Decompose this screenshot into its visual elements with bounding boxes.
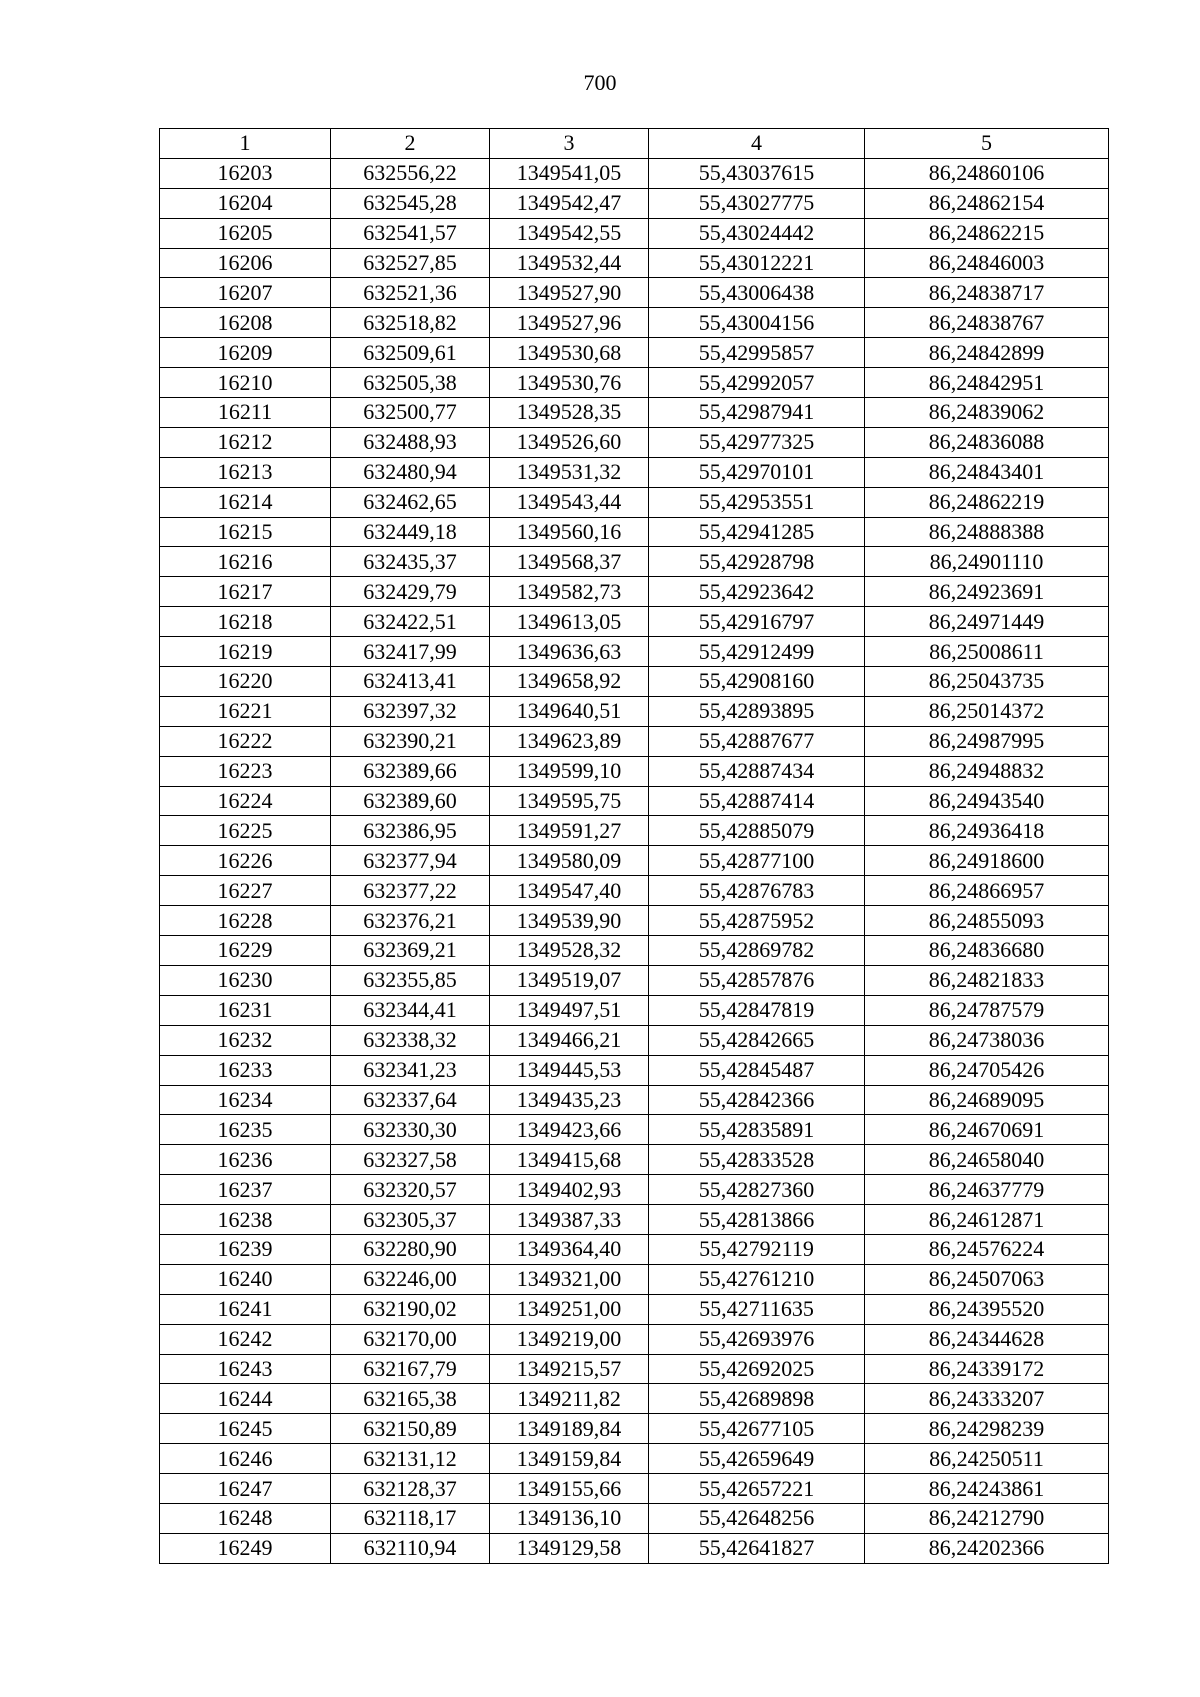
table-row	[160, 1503, 1109, 1533]
table-cell: 632449,18	[331, 517, 490, 547]
table-cell: 86,24670691	[865, 1115, 1109, 1145]
table-cell: 1349211,82	[490, 1384, 649, 1414]
table-cell: 55,43037615	[649, 158, 865, 188]
table-cell: 1349541,05	[490, 158, 649, 188]
table-cell: 86,24250511	[865, 1444, 1109, 1474]
table-cell: 55,42869782	[649, 936, 865, 966]
table-cell: 16203	[160, 158, 331, 188]
table-row	[160, 1354, 1109, 1384]
table-cell: 1349402,93	[490, 1175, 649, 1205]
table-cell: 632190,02	[331, 1294, 490, 1324]
table-cell: 86,24658040	[865, 1145, 1109, 1175]
table-cell: 55,42845487	[649, 1055, 865, 1085]
table-cell: 86,24689095	[865, 1085, 1109, 1115]
table-cell: 16205	[160, 218, 331, 248]
table-row	[160, 936, 1109, 966]
table-cell: 55,43012221	[649, 248, 865, 278]
table-cell: 55,42912499	[649, 637, 865, 667]
table-cell: 16219	[160, 637, 331, 667]
table-cell: 1349591,27	[490, 816, 649, 846]
table-cell: 1349445,53	[490, 1055, 649, 1085]
table-cell: 16237	[160, 1175, 331, 1205]
table-cell: 632556,22	[331, 158, 490, 188]
table-cell: 55,42857876	[649, 965, 865, 995]
table-cell: 1349466,21	[490, 1025, 649, 1055]
table-cell: 632397,32	[331, 696, 490, 726]
table-cell: 55,42693976	[649, 1324, 865, 1354]
table-cell: 55,42659649	[649, 1444, 865, 1474]
table-cell: 1349531,32	[490, 457, 649, 487]
table-cell: 16220	[160, 667, 331, 697]
table-cell: 55,42995857	[649, 338, 865, 368]
table-cell: 632305,37	[331, 1205, 490, 1235]
table-row	[160, 667, 1109, 697]
table-cell: 16222	[160, 726, 331, 756]
table-cell: 55,42992057	[649, 368, 865, 398]
table-row	[160, 158, 1109, 188]
table-row	[160, 816, 1109, 846]
table-cell: 16211	[160, 398, 331, 428]
table-cell: 16233	[160, 1055, 331, 1085]
table-cell: 1349539,90	[490, 906, 649, 936]
table-cell: 86,24576224	[865, 1234, 1109, 1264]
table-cell: 86,24971449	[865, 607, 1109, 637]
table-cell: 55,42977325	[649, 427, 865, 457]
table-cell: 632337,64	[331, 1085, 490, 1115]
table-cell: 632167,79	[331, 1354, 490, 1384]
table-row	[160, 1145, 1109, 1175]
table-cell: 86,25043735	[865, 667, 1109, 697]
table-cell: 55,42941285	[649, 517, 865, 547]
table-cell: 1349415,68	[490, 1145, 649, 1175]
table-cell: 86,24838717	[865, 278, 1109, 308]
table-row	[160, 188, 1109, 218]
table-row	[160, 1533, 1109, 1563]
table-cell: 55,42887414	[649, 786, 865, 816]
table-cell: 632341,23	[331, 1055, 490, 1085]
table-cell: 86,24333207	[865, 1384, 1109, 1414]
table-cell: 55,43004156	[649, 308, 865, 338]
table-cell: 16249	[160, 1533, 331, 1563]
table-cell: 86,24888388	[865, 517, 1109, 547]
table-row	[160, 906, 1109, 936]
table-row	[160, 427, 1109, 457]
table-row	[160, 1055, 1109, 1085]
table-cell: 55,42875952	[649, 906, 865, 936]
table-cell: 86,24923691	[865, 577, 1109, 607]
table-row	[160, 965, 1109, 995]
table-cell: 86,24862219	[865, 487, 1109, 517]
table-cell: 16243	[160, 1354, 331, 1384]
table-cell: 16230	[160, 965, 331, 995]
table-row	[160, 547, 1109, 577]
table-cell: 55,42887677	[649, 726, 865, 756]
table-cell: 632488,93	[331, 427, 490, 457]
table-cell: 86,24821833	[865, 965, 1109, 995]
table-cell: 1349568,37	[490, 547, 649, 577]
table-cell: 1349527,90	[490, 278, 649, 308]
table-cell: 86,24838767	[865, 308, 1109, 338]
table-cell: 55,42641827	[649, 1533, 865, 1563]
table-cell: 16210	[160, 368, 331, 398]
table-cell: 632110,94	[331, 1533, 490, 1563]
table-cell: 632377,94	[331, 846, 490, 876]
table-cell: 86,24839062	[865, 398, 1109, 428]
table-cell: 1349547,40	[490, 876, 649, 906]
table-row	[160, 696, 1109, 726]
table-cell: 16246	[160, 1444, 331, 1474]
table-cell: 632131,12	[331, 1444, 490, 1474]
table-cell: 1349129,58	[490, 1533, 649, 1563]
table-cell: 1349528,32	[490, 936, 649, 966]
table-cell: 1349497,51	[490, 995, 649, 1025]
table-row	[160, 1324, 1109, 1354]
table-row	[160, 577, 1109, 607]
table-row	[160, 1294, 1109, 1324]
table-row	[160, 457, 1109, 487]
table-cell: 86,24298239	[865, 1414, 1109, 1444]
table-cell: 55,42987941	[649, 398, 865, 428]
table-row	[160, 1414, 1109, 1444]
table-cell: 55,42928798	[649, 547, 865, 577]
table-cell: 55,42648256	[649, 1503, 865, 1533]
table-cell: 16215	[160, 517, 331, 547]
table-cell: 16241	[160, 1294, 331, 1324]
table-cell: 86,24842951	[865, 368, 1109, 398]
table-cell: 86,24866957	[865, 876, 1109, 906]
table-cell: 632518,82	[331, 308, 490, 338]
table-cell: 16236	[160, 1145, 331, 1175]
table-cell: 16217	[160, 577, 331, 607]
table-cell: 55,42792119	[649, 1234, 865, 1264]
table-cell: 1349543,44	[490, 487, 649, 517]
table-cell: 55,42877100	[649, 846, 865, 876]
table-cell: 55,42842366	[649, 1085, 865, 1115]
table-cell: 1349582,73	[490, 577, 649, 607]
table-cell: 86,24243861	[865, 1474, 1109, 1504]
table-cell: 86,24842899	[865, 338, 1109, 368]
table-row	[160, 1264, 1109, 1294]
table-cell: 632462,65	[331, 487, 490, 517]
table-cell: 55,42970101	[649, 457, 865, 487]
table-cell: 55,42842665	[649, 1025, 865, 1055]
table-row	[160, 1175, 1109, 1205]
table-cell: 1349560,16	[490, 517, 649, 547]
table-cell: 86,24612871	[865, 1205, 1109, 1235]
table-row	[160, 517, 1109, 547]
table-cell: 55,42953551	[649, 487, 865, 517]
table-row	[160, 1085, 1109, 1115]
table-cell: 1349364,40	[490, 1234, 649, 1264]
table-cell: 16208	[160, 308, 331, 338]
table-cell: 632150,89	[331, 1414, 490, 1444]
table-cell: 1349321,00	[490, 1264, 649, 1294]
table-cell: 632386,95	[331, 816, 490, 846]
table-cell: 55,42876783	[649, 876, 865, 906]
table-cell: 55,42916797	[649, 607, 865, 637]
table-cell: 16234	[160, 1085, 331, 1115]
table-cell: 632541,57	[331, 218, 490, 248]
table-cell: 86,24212790	[865, 1503, 1109, 1533]
table-cell: 55,42761210	[649, 1264, 865, 1294]
table-row	[160, 876, 1109, 906]
table-cell: 16245	[160, 1414, 331, 1444]
table-cell: 1349251,00	[490, 1294, 649, 1324]
table-row	[160, 1444, 1109, 1474]
table-body	[160, 158, 1109, 1563]
table-cell: 86,24948832	[865, 756, 1109, 786]
table-cell: 1349526,60	[490, 427, 649, 457]
table-cell: 86,24901110	[865, 547, 1109, 577]
table-cell: 632527,85	[331, 248, 490, 278]
table-cell: 632338,32	[331, 1025, 490, 1055]
table-cell: 1349159,84	[490, 1444, 649, 1474]
table-cell: 86,24855093	[865, 906, 1109, 936]
table-row	[160, 846, 1109, 876]
column-header-4: 4	[649, 129, 865, 159]
table-cell: 1349189,84	[490, 1414, 649, 1444]
table-cell: 632170,00	[331, 1324, 490, 1354]
table-cell: 1349527,96	[490, 308, 649, 338]
table-cell: 1349640,51	[490, 696, 649, 726]
table-cell: 632505,38	[331, 368, 490, 398]
table-cell: 16224	[160, 786, 331, 816]
table-cell: 16235	[160, 1115, 331, 1145]
table-cell: 86,24836088	[865, 427, 1109, 457]
table-cell: 632369,21	[331, 936, 490, 966]
table-cell: 55,43006438	[649, 278, 865, 308]
table-cell: 55,43027775	[649, 188, 865, 218]
table-cell: 16206	[160, 248, 331, 278]
table-cell: 16247	[160, 1474, 331, 1504]
table-cell: 86,24202366	[865, 1533, 1109, 1563]
table-cell: 1349542,55	[490, 218, 649, 248]
header-row	[160, 129, 1109, 159]
table-row	[160, 218, 1109, 248]
table-cell: 16231	[160, 995, 331, 1025]
table-cell: 16228	[160, 906, 331, 936]
table-cell: 16207	[160, 278, 331, 308]
table-cell: 632165,38	[331, 1384, 490, 1414]
table-cell: 632521,36	[331, 278, 490, 308]
table-cell: 55,42827360	[649, 1175, 865, 1205]
table-cell: 632128,37	[331, 1474, 490, 1504]
table-cell: 86,24862215	[865, 218, 1109, 248]
table-cell: 55,42908160	[649, 667, 865, 697]
table-cell: 16225	[160, 816, 331, 846]
table-cell: 632344,41	[331, 995, 490, 1025]
table-cell: 1349623,89	[490, 726, 649, 756]
table-cell: 16242	[160, 1324, 331, 1354]
table-cell: 16229	[160, 936, 331, 966]
table-row	[160, 368, 1109, 398]
table-cell: 86,24395520	[865, 1294, 1109, 1324]
table-row	[160, 1205, 1109, 1235]
table-cell: 1349658,92	[490, 667, 649, 697]
table-cell: 16209	[160, 338, 331, 368]
table-cell: 632500,77	[331, 398, 490, 428]
table-cell: 55,42885079	[649, 816, 865, 846]
table-cell: 55,42887434	[649, 756, 865, 786]
table-cell: 632376,21	[331, 906, 490, 936]
table-row	[160, 637, 1109, 667]
table-header	[160, 129, 1109, 159]
table-cell: 16218	[160, 607, 331, 637]
table-cell: 86,24344628	[865, 1324, 1109, 1354]
table-cell: 86,24860106	[865, 158, 1109, 188]
table-cell: 632355,85	[331, 965, 490, 995]
table-cell: 86,24738036	[865, 1025, 1109, 1055]
table-cell: 86,25008611	[865, 637, 1109, 667]
table-cell: 1349530,76	[490, 368, 649, 398]
table-cell: 632422,51	[331, 607, 490, 637]
table-cell: 1349155,66	[490, 1474, 649, 1504]
table-cell: 632330,30	[331, 1115, 490, 1145]
table-cell: 632390,21	[331, 726, 490, 756]
table-cell: 632389,60	[331, 786, 490, 816]
table-cell: 55,42923642	[649, 577, 865, 607]
table-cell: 16226	[160, 846, 331, 876]
table-cell: 86,24836680	[865, 936, 1109, 966]
table-cell: 55,42711635	[649, 1294, 865, 1324]
table-cell: 632377,22	[331, 876, 490, 906]
table-row	[160, 1384, 1109, 1414]
table-cell: 55,42847819	[649, 995, 865, 1025]
table-cell: 86,24943540	[865, 786, 1109, 816]
table-cell: 1349219,00	[490, 1324, 649, 1354]
table-cell: 86,25014372	[865, 696, 1109, 726]
table-cell: 1349423,66	[490, 1115, 649, 1145]
table-row	[160, 1474, 1109, 1504]
table-cell: 16223	[160, 756, 331, 786]
table-cell: 16244	[160, 1384, 331, 1414]
table-cell: 86,24507063	[865, 1264, 1109, 1294]
table-cell: 632327,58	[331, 1145, 490, 1175]
page-number: 700	[583, 70, 617, 95]
table-cell: 632509,61	[331, 338, 490, 368]
table-row	[160, 995, 1109, 1025]
table-cell: 86,24843401	[865, 457, 1109, 487]
table-cell: 632417,99	[331, 637, 490, 667]
table-row	[160, 398, 1109, 428]
table-cell: 55,42893895	[649, 696, 865, 726]
table-cell: 632435,37	[331, 547, 490, 577]
table-cell: 632246,00	[331, 1264, 490, 1294]
table-row	[160, 278, 1109, 308]
table-cell: 86,24862154	[865, 188, 1109, 218]
table-cell: 1349580,09	[490, 846, 649, 876]
table-cell: 632280,90	[331, 1234, 490, 1264]
table-cell: 55,42657221	[649, 1474, 865, 1504]
table-cell: 55,43024442	[649, 218, 865, 248]
table-cell: 16212	[160, 427, 331, 457]
table-cell: 16227	[160, 876, 331, 906]
table-cell: 55,42692025	[649, 1354, 865, 1384]
table-cell: 86,24339172	[865, 1354, 1109, 1384]
table-cell: 55,42689898	[649, 1384, 865, 1414]
table-cell: 632413,41	[331, 667, 490, 697]
table-cell: 16214	[160, 487, 331, 517]
table-row	[160, 248, 1109, 278]
table-cell: 632118,17	[331, 1503, 490, 1533]
column-header-5: 5	[865, 129, 1109, 159]
table-cell: 86,24987995	[865, 726, 1109, 756]
table-cell: 1349528,35	[490, 398, 649, 428]
table-cell: 632545,28	[331, 188, 490, 218]
table-cell: 16240	[160, 1264, 331, 1294]
table-cell: 16204	[160, 188, 331, 218]
table-cell: 1349595,75	[490, 786, 649, 816]
table-cell: 55,42677105	[649, 1414, 865, 1444]
table-row	[160, 1234, 1109, 1264]
table-cell: 1349542,47	[490, 188, 649, 218]
table-cell: 16248	[160, 1503, 331, 1533]
table-cell: 55,42835891	[649, 1115, 865, 1145]
table-cell: 16221	[160, 696, 331, 726]
column-header-1: 1	[160, 129, 331, 159]
table-cell: 632480,94	[331, 457, 490, 487]
table-cell: 1349532,44	[490, 248, 649, 278]
table-row	[160, 308, 1109, 338]
table-cell: 632320,57	[331, 1175, 490, 1205]
table-cell: 16238	[160, 1205, 331, 1235]
table-cell: 86,24637779	[865, 1175, 1109, 1205]
table-cell: 1349215,57	[490, 1354, 649, 1384]
table-cell: 86,24787579	[865, 995, 1109, 1025]
table-row	[160, 1115, 1109, 1145]
table-row	[160, 338, 1109, 368]
column-header-3: 3	[490, 129, 649, 159]
table-row	[160, 726, 1109, 756]
coordinates-table	[159, 128, 1109, 1564]
table-cell: 1349613,05	[490, 607, 649, 637]
table-cell: 1349636,63	[490, 637, 649, 667]
table-cell: 86,24846003	[865, 248, 1109, 278]
table-cell: 1349136,10	[490, 1503, 649, 1533]
table-cell: 1349387,33	[490, 1205, 649, 1235]
table-row	[160, 487, 1109, 517]
table-row	[160, 756, 1109, 786]
table-cell: 55,42813866	[649, 1205, 865, 1235]
column-header-2: 2	[331, 129, 490, 159]
table-cell: 86,24918600	[865, 846, 1109, 876]
table-cell: 632389,66	[331, 756, 490, 786]
table-cell: 16213	[160, 457, 331, 487]
table-cell: 1349599,10	[490, 756, 649, 786]
table-cell: 1349435,23	[490, 1085, 649, 1115]
table-cell: 632429,79	[331, 577, 490, 607]
table-cell: 1349519,07	[490, 965, 649, 995]
table-cell: 16239	[160, 1234, 331, 1264]
table-cell: 55,42833528	[649, 1145, 865, 1175]
table-cell: 1349530,68	[490, 338, 649, 368]
table-cell: 16232	[160, 1025, 331, 1055]
table-cell: 86,24936418	[865, 816, 1109, 846]
table-row	[160, 786, 1109, 816]
table-row	[160, 1025, 1109, 1055]
table-row	[160, 607, 1109, 637]
table-cell: 86,24705426	[865, 1055, 1109, 1085]
table-cell: 16216	[160, 547, 331, 577]
